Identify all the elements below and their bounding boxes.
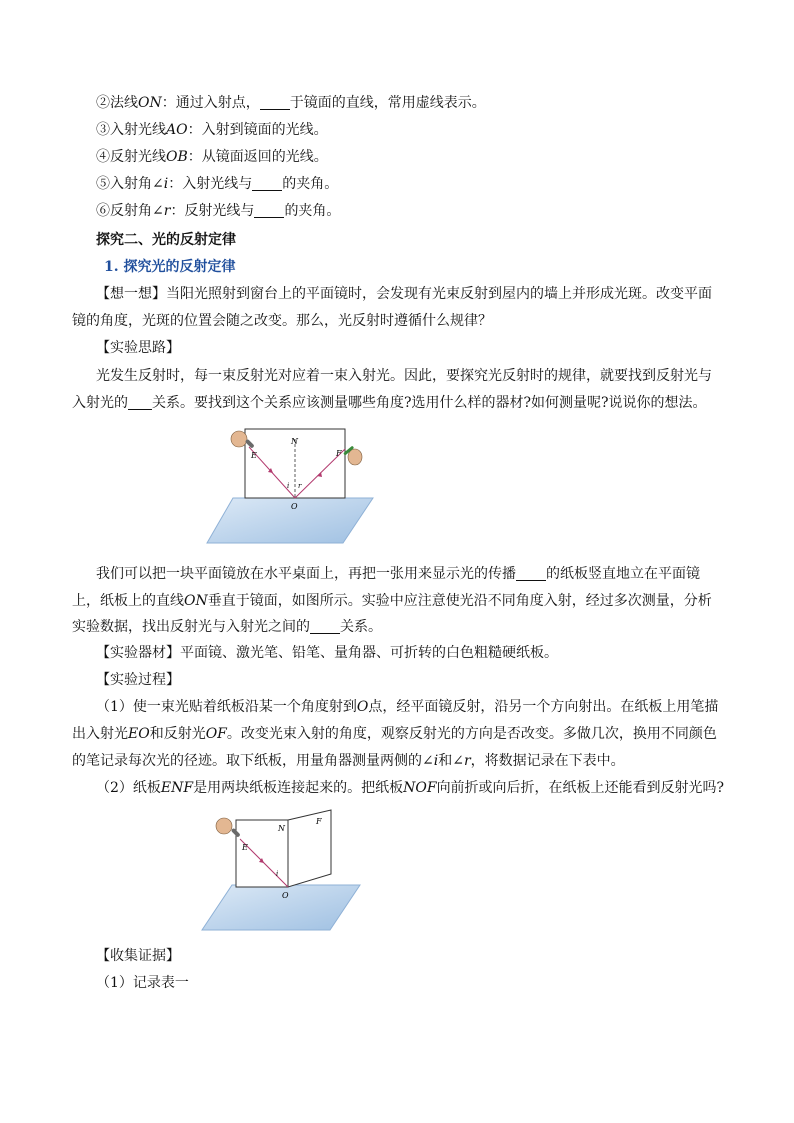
var: i bbox=[433, 753, 439, 769]
def-reflection-angle bbox=[96, 201, 340, 221]
text: 出入射光 bbox=[72, 726, 128, 742]
process-step2 bbox=[96, 778, 724, 798]
var: O bbox=[356, 699, 369, 715]
equipment-line: 【实验器材】平面镜、激光笔、铅笔、量角器、可折转的白色粗糙硬纸板。 bbox=[96, 645, 558, 661]
text: 是用两块纸板连接起来的。把纸板 bbox=[193, 780, 404, 796]
var: ON bbox=[184, 593, 208, 609]
plane-mirror bbox=[202, 885, 360, 930]
subheading-process: 【实验过程】 bbox=[96, 672, 180, 688]
text: 关系。要找到这个关系应该测量哪些角度?选用什么样的器材?如何测量呢?说说你的想法。 bbox=[152, 395, 707, 411]
text: 入射光的 bbox=[72, 395, 128, 411]
text: ⑤入射角∠ bbox=[96, 176, 164, 192]
text: （1）使一束光贴着纸板沿某一个角度射到 bbox=[96, 699, 357, 715]
var: r bbox=[463, 753, 471, 769]
text: ：入射到镜面的光线。 bbox=[187, 122, 328, 138]
idea-paragraph-line2 bbox=[72, 393, 707, 413]
label-O: O bbox=[282, 891, 289, 900]
text: 的夹角。 bbox=[284, 203, 341, 219]
method-paragraph-line2 bbox=[72, 591, 712, 611]
label-E: E bbox=[251, 451, 257, 460]
text: 实验数据，找出反射光与入射光之间的 bbox=[72, 619, 310, 635]
var: ON bbox=[138, 95, 162, 111]
text: ②法线 bbox=[96, 95, 138, 111]
def-incidence-angle bbox=[96, 174, 338, 194]
fill-blank bbox=[128, 395, 152, 410]
label-i: i bbox=[276, 870, 279, 878]
text: ：反射光线与 bbox=[170, 203, 255, 219]
text: 和∠ bbox=[438, 753, 464, 769]
var: ENF bbox=[160, 780, 194, 796]
label-r: r bbox=[298, 482, 302, 490]
var: OF bbox=[205, 726, 227, 742]
record-table-caption: （1）记录表一 bbox=[96, 975, 189, 991]
label-N: N bbox=[291, 437, 298, 446]
reflection-experiment-figure-2 bbox=[200, 808, 365, 933]
hand-right-icon bbox=[343, 446, 362, 465]
text: 我们可以把一块平面镜放在水平桌面上，再把一张用来显示光的传播 bbox=[96, 566, 516, 582]
text: ：通过入射点， bbox=[161, 95, 260, 111]
fill-blank bbox=[516, 566, 546, 581]
def-reflected-ray bbox=[96, 147, 328, 167]
think-paragraph-line1: 【想一想】当阳光照射到窗台上的平面镜时，会发现有光束反射到屋内的墙上并形成光斑。改变平面 bbox=[96, 286, 712, 302]
text: ④反射光线 bbox=[96, 149, 166, 165]
text: 上，纸板上的直线 bbox=[72, 593, 184, 609]
def-normal-line bbox=[96, 93, 486, 113]
section-heading: 探究二、光的反射定律 bbox=[96, 232, 236, 248]
text: 的纸板竖直地立在平面镜 bbox=[546, 566, 700, 582]
label-F: F bbox=[336, 449, 342, 458]
text: ⑥反射角∠ bbox=[96, 203, 164, 219]
text: ③入射光线 bbox=[96, 122, 166, 138]
text: 关系。 bbox=[340, 619, 382, 635]
var: OB bbox=[166, 149, 188, 165]
text: 垂直于镜面，如图所示。实验中应注意使光沿不同角度入射，经过多次测量，分析 bbox=[207, 593, 712, 609]
text: 。改变光束入射的角度，观察反射光的方向是否改变。多做几次，换用不同颜色 bbox=[226, 726, 717, 742]
text: 点，经平面镜反射，沿另一个方向射出。在纸板上用笔描 bbox=[368, 699, 719, 715]
label-F: F bbox=[316, 817, 322, 826]
label-i: i bbox=[287, 482, 290, 490]
label-N: N bbox=[278, 824, 285, 833]
text: 于镜面的直线，常用虚线表示。 bbox=[289, 95, 486, 111]
method-paragraph-line3 bbox=[72, 617, 382, 637]
text: （2）纸板 bbox=[96, 780, 161, 796]
idea-paragraph-line1: 光发生反射时，每一束反射光对应着一束入射光。因此，要探究光反射时的规律，就要找到反射光与 bbox=[96, 368, 712, 384]
def-incident-ray bbox=[96, 120, 328, 140]
var: r bbox=[163, 203, 171, 219]
text: ：入射光线与 bbox=[168, 176, 253, 192]
process-step1-line2 bbox=[72, 724, 717, 744]
label-O: O bbox=[291, 502, 298, 511]
var: EO bbox=[128, 726, 150, 742]
subheading-experiment-idea: 【实验思路】 bbox=[96, 340, 180, 356]
var: NOF bbox=[403, 780, 437, 796]
process-step1-line3 bbox=[72, 751, 625, 771]
text: ，将数据记录在下表中。 bbox=[470, 753, 625, 769]
label-E: E bbox=[242, 843, 248, 852]
text: ：从镜面返回的光线。 bbox=[187, 149, 328, 165]
think-paragraph-line2: 镜的角度，光斑的位置会随之改变。那么，光反射时遵循什么规律？ bbox=[72, 313, 492, 329]
text: 的夹角。 bbox=[282, 176, 339, 192]
fill-blank bbox=[254, 203, 284, 218]
reflection-experiment-figure-1 bbox=[205, 425, 385, 545]
fill-blank bbox=[310, 619, 340, 634]
process-step1-line1 bbox=[96, 697, 718, 717]
method-paragraph-line1 bbox=[96, 564, 700, 584]
subsection-heading: 1. 探究光的反射定律 bbox=[104, 259, 236, 275]
fill-blank bbox=[260, 95, 290, 110]
text: 向前折或向后折，在纸板上还能看到反射光吗? bbox=[436, 780, 725, 796]
var: AO bbox=[166, 122, 188, 138]
var: i bbox=[163, 176, 169, 192]
subheading-collect-evidence: 【收集证据】 bbox=[96, 948, 180, 964]
plane-mirror bbox=[207, 498, 373, 543]
fill-blank bbox=[252, 176, 282, 191]
paper-board-right-folded bbox=[288, 810, 331, 887]
text: 的笔记录每次光的径迹。取下纸板，用量角器测量两侧的∠ bbox=[72, 753, 434, 769]
text: 和反射光 bbox=[149, 726, 206, 742]
